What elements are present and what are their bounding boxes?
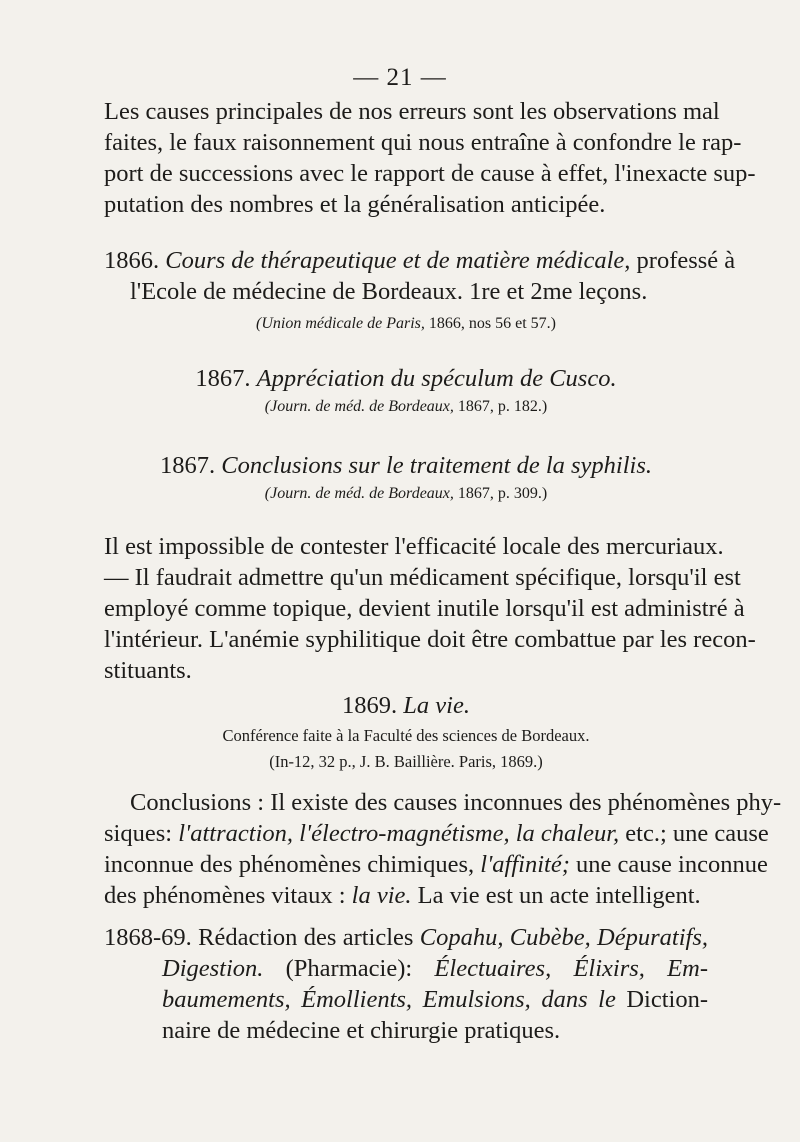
text-span: Diction- [615, 986, 709, 1013]
text-span: siques: [104, 820, 179, 847]
text-line: Les causes principales de nos erreurs sont les observations mal [104, 98, 720, 125]
text-line: faites, le faux raisonnement qui nous entraîne à confondre le rap- [104, 129, 742, 156]
entry-1867-speculum [104, 363, 708, 420]
page-number: — 21 — [353, 64, 447, 91]
text-line: Conclusions : Il existe des causes inconnues des phénomènes phy- [130, 789, 782, 816]
entry-title: Appréciation du spéculum de Cusco. [256, 365, 617, 392]
entry-heading-line [104, 690, 708, 721]
entry-heading-line [104, 922, 708, 953]
text-line [104, 880, 708, 911]
text-line: port de successions avec le rapport de cause à effet, l'inexacte sup- [104, 160, 756, 187]
text-line: stituants. [104, 657, 192, 684]
syphilis-paragraph [104, 531, 756, 686]
entry-heading-line [104, 363, 708, 394]
text-span: des phénomènes vitaux : [104, 882, 352, 909]
reference-details: 1867, p. 182.) [453, 398, 548, 415]
entry-title: La vie. [403, 692, 470, 719]
entry-year: 1867. [195, 365, 251, 392]
italic-span: l'attraction, l'électro-magnétisme, la chaleur, [178, 820, 620, 847]
text-line [104, 849, 768, 880]
entry-year: 1869. [342, 692, 398, 719]
text-span: Rédaction des articles [191, 924, 420, 951]
entry-1867-syphilis [104, 450, 708, 507]
entry-line [104, 984, 708, 1015]
entry-1866 [104, 245, 736, 337]
entry-line: l'Ecole de médecine de Bordeaux. 1re et 2me leçons. [130, 278, 648, 305]
entry-reference [104, 481, 708, 507]
italic-span: Copahu, Cubèbe, Dépuratifs, [419, 924, 708, 951]
entry-text: professé à [630, 247, 736, 274]
entry-year: 1866. [104, 247, 160, 274]
italic-span: l'affinité; [480, 851, 570, 878]
text-span: inconnue des phénomènes chimiques, [104, 851, 481, 878]
reference-details: 1866, nos 56 et 57.) [424, 315, 556, 332]
italic-span: Digestion. [162, 955, 264, 982]
text-line [104, 818, 769, 849]
reference-journal: (Journ. de méd. de Bordeaux, [264, 398, 454, 415]
text-span: une cause inconnue [569, 851, 768, 878]
entry-year: 1868-69. [104, 924, 192, 951]
entry-line [104, 953, 708, 984]
text-line: Il est impossible de contester l'efficacité locale des mercuriaux. [104, 533, 724, 560]
italic-span: Électuaires, Élixirs, Em- [434, 955, 708, 982]
entry-title: Cours de thérapeutique et de matière médicale, [165, 247, 631, 274]
text-line: employé comme topique, devient inutile lorsqu'il est administré à [104, 595, 745, 622]
text-line: putation des nombres et la généralisation anticipée. [104, 191, 606, 218]
entry-reference [104, 394, 708, 420]
intro-paragraph [104, 96, 756, 220]
italic-span: baumements, Émollients, Emulsions, dans le [162, 986, 616, 1013]
text-line: l'intérieur. L'anémie syphilitique doit être combattue par les recon- [104, 626, 756, 653]
entry-reference [104, 311, 708, 337]
entry-line: naire de médecine et chirurgie pratiques. [162, 1017, 561, 1044]
conference-line: Conférence faite à la Faculté des sciences de Bordeaux. [222, 726, 590, 745]
reference-journal: (Union médicale de Paris, [256, 315, 425, 332]
text-span: La vie est un acte intelligent. [411, 882, 701, 909]
entry-title: Conclusions sur le traitement de la syphilis. [221, 452, 653, 479]
reference-journal: (Journ. de méd. de Bordeaux, [264, 485, 454, 502]
entry-1869 [104, 690, 708, 775]
reference-details: 1867, p. 309.) [453, 485, 548, 502]
conclusions-paragraph [104, 787, 782, 911]
entry-year: 1867. [159, 452, 216, 479]
entry-1868-69 [104, 922, 708, 1046]
italic-span: la vie. [351, 882, 412, 909]
entry-heading-line [104, 245, 736, 276]
publication-line: (In-12, 32 p., J. B. Baillière. Paris, 1869.) [269, 752, 543, 771]
text-span: (Pharmacie): [263, 955, 435, 982]
text-span: etc.; une cause [619, 820, 769, 847]
entry-heading-line [104, 450, 708, 481]
text-line: — Il faudrait admettre qu'un médicament spécifique, lorsqu'il est [104, 564, 741, 591]
